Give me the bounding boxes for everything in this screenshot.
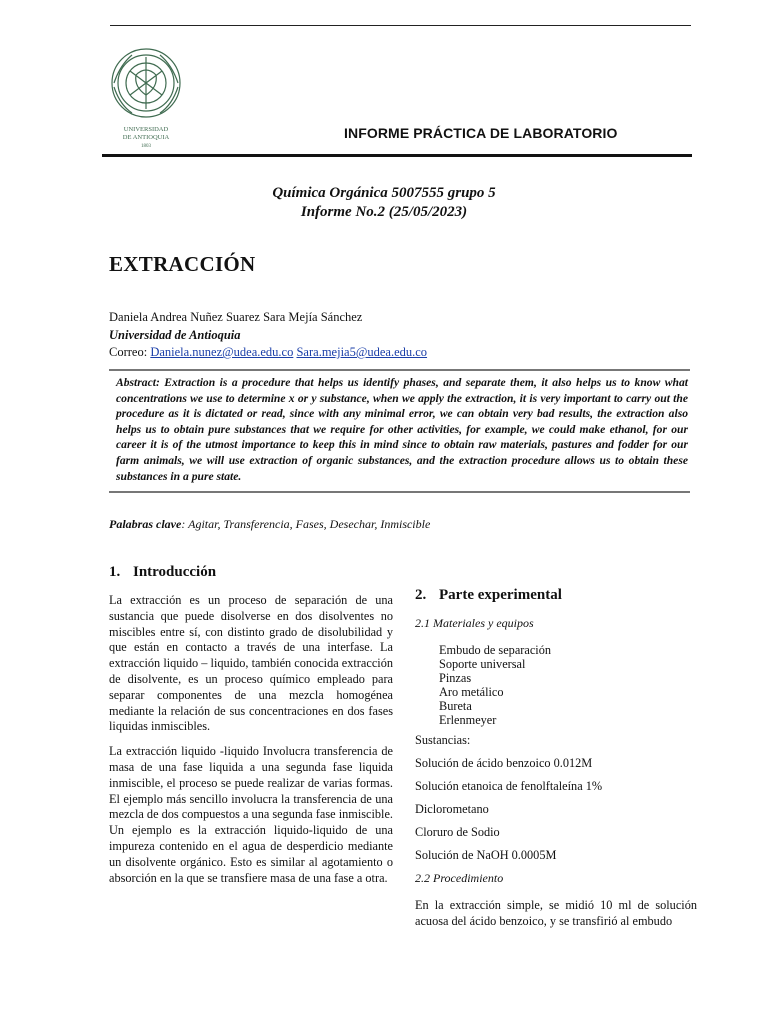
intro-paragraph-1: La extracción es un proceso de separación de una sustancia que puede disolverse en dos disolventes no miscibles entre sí, con distinto grado de disolubilidad y que están en contacto a través de una interfase. La extracción liquido – liquido, también conocida extracción de disolvente, es un proceso químico empleado para separar componentes de una mezcla homogénea mediante la relación de sus concentraciones en dos fases liquidas inmiscibles. <box>109 593 393 734</box>
procedure-paragraph: En la extracción simple, se midió 10 ml de solución acuosa del ácido benzoico, y se transfirió al embudo <box>415 898 697 928</box>
report-header-title: INFORME PRÁCTICA DE LABORATORIO <box>344 125 618 141</box>
section-1-title: Introducción <box>133 564 217 580</box>
list-item: Soporte universal <box>439 657 526 671</box>
logo-text-line3: 1803 <box>141 144 151 149</box>
list-item: Embudo de separación <box>439 643 551 657</box>
intro-paragraph-2: La extracción liquido -liquido Involucra transferencia de masa de una fase liquida a una segunda fase liquida inmiscible, el proceso se puede realizar de varias formas. El ejemplo más sencillo involucra la transferencia de una mezcla de dos compuestos a una segunda fase inmiscible. Un ejemplo es la extracción liquido-liquido de una impureza contenido en el agua de desperdicio mediante un disolvente orgánico. Esto es similar al agotamiento o absorción en la que se transfiere masa de una fase a otra. <box>109 744 393 885</box>
list-item: Aro metálico <box>439 685 504 699</box>
section-2-heading <box>415 587 697 604</box>
author-names: Daniela Andrea Nuñez Suarez Sara Mejía Sánchez <box>109 310 363 324</box>
section-2-number: 2. <box>415 587 427 603</box>
keywords-text: : Agitar, Transferencia, Fases, Desechar, Inmiscible <box>181 517 431 531</box>
email-line <box>109 344 427 362</box>
course-info <box>0 184 768 222</box>
subsection-2-1: 2.1 Materiales y equipos <box>415 616 534 630</box>
section-1-number: 1. <box>109 564 121 580</box>
substance-item: Diclorometano <box>415 802 489 816</box>
right-column <box>415 587 697 939</box>
section-2-title: Parte experimental <box>439 587 562 603</box>
course-line: Química Orgánica 5007555 grupo 5 <box>272 185 496 201</box>
list-item: Pinzas <box>439 671 472 685</box>
section-1-heading <box>109 564 393 581</box>
substance-item: Solución etanoica de fenolftaleína 1% <box>415 779 603 793</box>
email-link-1[interactable]: Daniela.nunez@udea.edu.co <box>150 345 294 359</box>
email-link-2[interactable]: Sara.mejia5@udea.edu.co <box>296 345 428 359</box>
substance-item: Cloruro de Sodio <box>415 825 500 839</box>
report-number-line: Informe No.2 (25/05/2023) <box>300 204 468 220</box>
authors-block <box>109 309 427 362</box>
abstract-box <box>109 369 690 493</box>
university-name: Universidad de Antioquia <box>109 327 241 342</box>
keywords-label: Palabras clave <box>109 517 182 531</box>
abstract-text: Abstract: Extraction is a procedure that helps us identify phases, and separate them, it also helps us to know what concentrations we use to determine x or y substance, when we apply the extraction, it is very important to carry out the procedure as it is dictated or read, since with any minimal error, we can obtain very bad results, the extraction also helps us to obtain pure substances that we require for other activities, for example, we could make ethanol, for our career it is of the utmost importance to keep this in mind since to obtain raw materials, pastures and fodder for our farm animals, we will use extraction of organic substances, and the extraction procedure allows us to obtain these substances in a pure state. <box>116 376 688 483</box>
logo-text-line2: DE ANTIOQUIA <box>122 134 170 141</box>
list-item: Bureta <box>439 699 472 713</box>
list-item: Erlenmeyer <box>439 713 497 727</box>
left-column <box>109 564 393 895</box>
materials-list <box>439 643 697 727</box>
university-logo <box>106 45 186 150</box>
subsection-2-2: 2.2 Procedimiento <box>415 871 504 885</box>
substances-label: Sustancias: <box>415 733 471 747</box>
substance-item: Solución de ácido benzoico 0.012M <box>415 756 593 770</box>
logo-text-line1: UNIVERSIDAD <box>123 126 169 133</box>
keywords-line <box>109 517 430 532</box>
top-rule <box>110 25 691 26</box>
document-title: EXTRACCIÓN <box>109 252 256 276</box>
header-rule <box>102 154 692 157</box>
substance-item: Solución de NaOH 0.0005M <box>415 848 557 862</box>
email-label: Correo: <box>109 345 148 359</box>
